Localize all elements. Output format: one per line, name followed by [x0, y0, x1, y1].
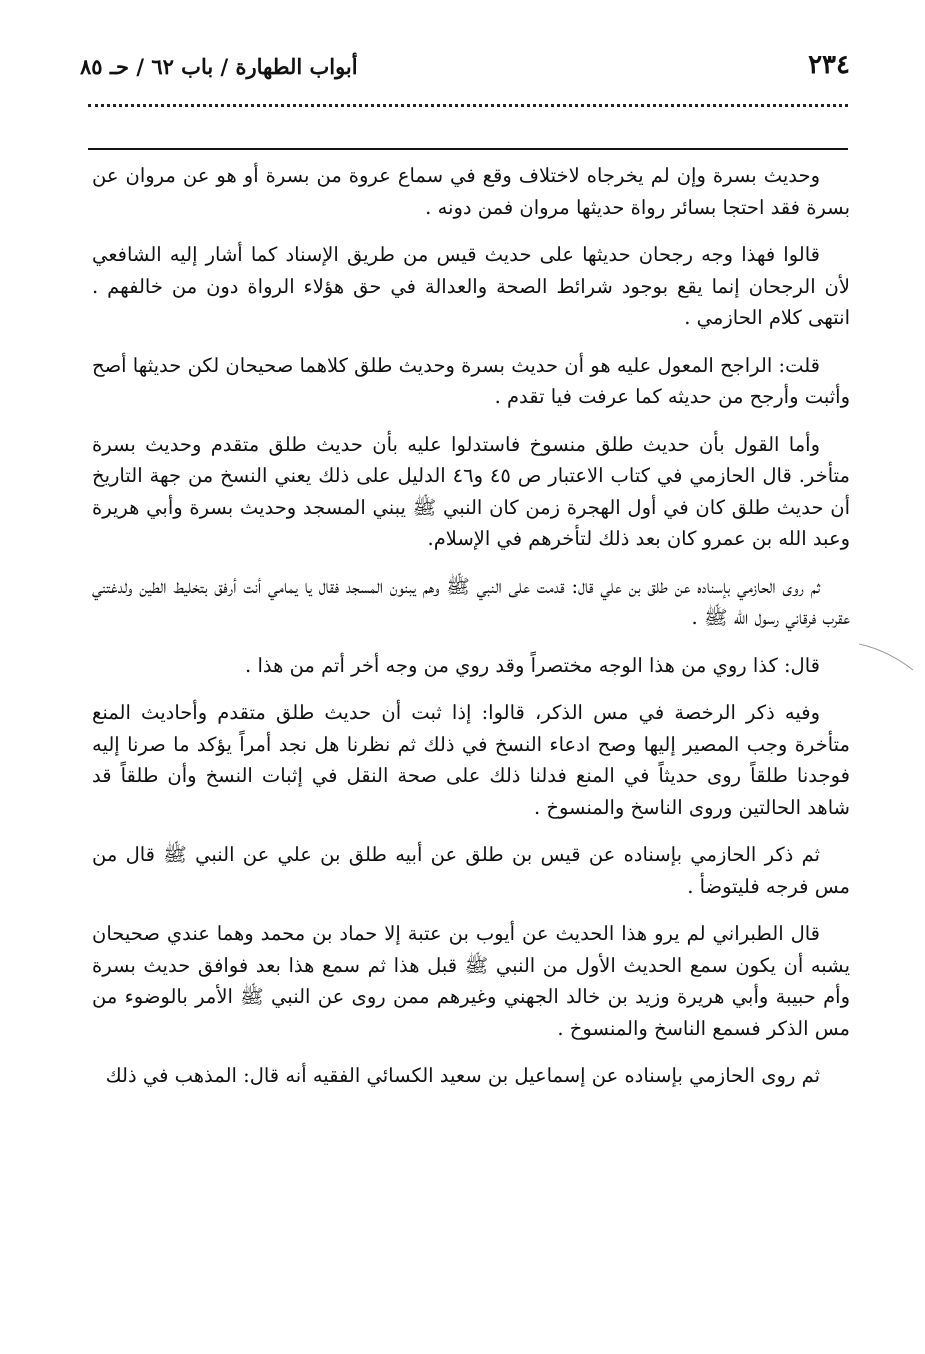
paragraph: قال: كذا روي من هذا الوجه مختصراً وقد روي من وجه أخر أتم من هذا .	[245, 653, 820, 677]
paragraph: وأما القول بأن حديث طلق منسوخ فاستدلوا عليه بأن حديث طلق متقدم وحديث بسرة متأخر. قال الحازمي في كتاب الاعتبار ص ٤٥ و٤٦ الدليل على ذلك يعني النسخ من جهة التاريخ أن حديث طلق كان في أول الهجرة زمن كان النبي ﷺ يبني المسجد وحديث بسرة وأبي هريرة وعبد الله بن عمرو كان بعد ذلك لتأخرهم في الإسلام.	[92, 432, 850, 550]
main-text	[92, 160, 850, 1108]
paragraph: وفيه ذكر الرخصة في مس الذكر، قالوا: إذا ثبت أن حديث طلق متقدم وأحاديث المنع متأخرة وجب المصير إليها وصح ادعاء النسخ في ذلك ثم نظرنا هل نجد أمراً يؤكد ما صرنا إليه فوجدنا طلقاً روى حديثاً في المنع فدلنا ذلك على صحة النقل في إثبات النسخ وأن طلقاً قد شاهد الحالتين وروى الناسخ والمنسوخ .	[92, 701, 850, 819]
paragraph: ثم روى الحازمي بإسناده عن طلق بن علي قال: قدمت على النبي ﷺ وهم يبنون المسجد فقال يا يمامي أنت أرفق بتخليط الطين ولدغتني عقرب فرقاني رسول الله ﷺ .	[92, 574, 850, 629]
page-header	[80, 50, 850, 90]
paragraph: قلت: الراجح المعول عليه هو أن حديث بسرة وحديث طلق كلاهما صحيحان لكن حديثها أصح وأثبت وأرجح من حديثه كما عرفت فيا تقدم .	[92, 353, 850, 408]
paragraph: قال الطبراني لم يرو هذا الحديث عن أيوب بن عتبة إلا حماد بن محمد وهما عندي صحيحان يشبه أن يكون سمع الحديث الأول من النبي ﷺ قبل هذا ثم سمع هذا بعد فوافق حديث بسرة وأم حبيبة وأبي هريرة وزيد بن خالد الجهني وغيرهم ممن روى عن النبي ﷺ الأمر بالوضوء من مس الذكر فسمع الناسخ والمنسوخ .	[92, 922, 850, 1040]
page-number: ٢٣٤	[808, 50, 850, 80]
margin-pencil-mark	[857, 640, 917, 680]
running-title: أبواب الطهارة / باب ٦٢ / حـ ٨٥	[80, 54, 358, 79]
horizontal-rule	[88, 148, 848, 150]
paragraph: قالوا فهذا وجه رجحان حديثها على حديث قيس من طريق الإسناد كما أشار إليه الشافعي لأن الرجحان إنما يقع بوجود شرائط الصحة والعدالة في حق هؤلاء الرواة دون من خالفهم . انتهى كلام الحازمي .	[92, 243, 850, 329]
paragraph: ثم روى الحازمي بإسناده عن إسماعيل بن سعيد الكسائي الفقيه أنه قال: المذهب في ذلك	[105, 1064, 820, 1087]
dotted-separator	[88, 104, 848, 115]
paragraph: ثم ذكر الحازمي بإسناده عن قيس بن طلق عن أبيه طلق بن علي عن النبي ﷺ قال من مس فرجه فليتوضأ .	[92, 843, 850, 898]
paragraph: وحديث بسرة وإن لم يخرجاه لاختلاف وقع في سماع عروة من بسرة أو هو عن مروان عن بسرة فقد احتجا بسائر رواة حديثها مروان فمن دونه .	[92, 164, 850, 219]
